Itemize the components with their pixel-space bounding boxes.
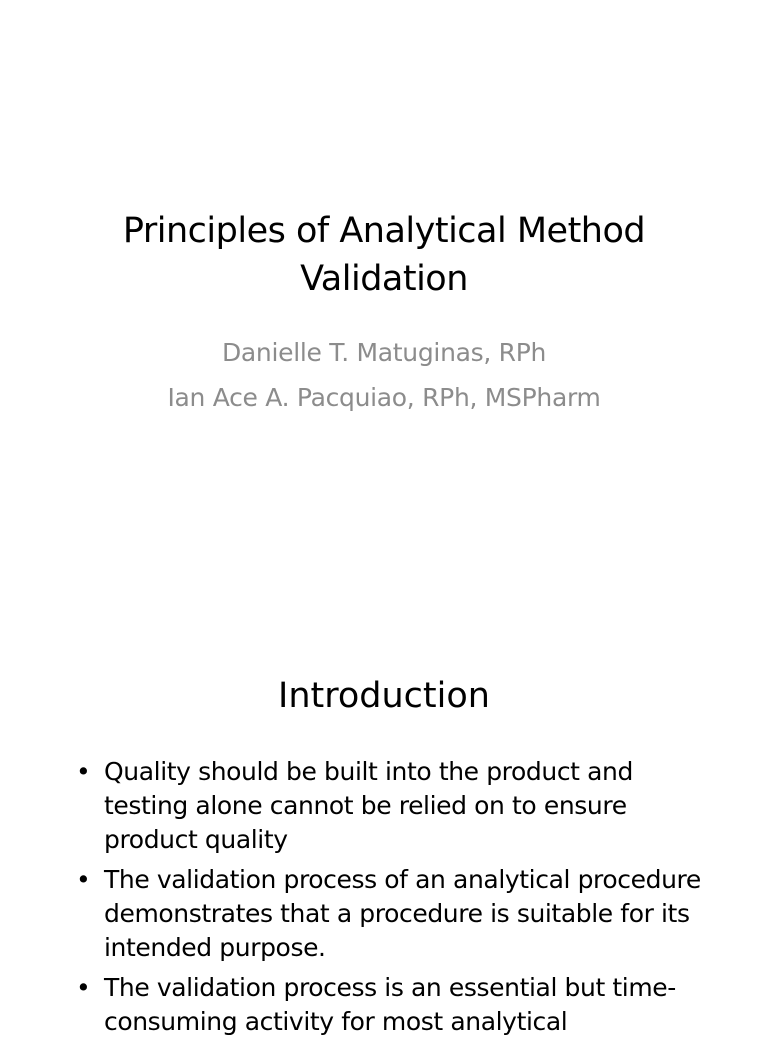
introduction-slide <box>0 640 768 1036</box>
bullet-icon: • <box>76 757 91 786</box>
bullet-list <box>76 755 706 1045</box>
title-line-2: Validation <box>300 259 468 299</box>
bullet-text: Quality should be built into the product and testing alone cannot be relied on to ensure product quality <box>104 757 633 854</box>
bullet-item <box>76 863 706 965</box>
author-1: Danielle T. Matuginas, RPh <box>221 338 547 367</box>
bullet-item <box>76 755 706 857</box>
bullet-text: The validation process is an essential but time-consuming activity for most analytical <box>104 973 676 1036</box>
author-2: Ian Ace A. Pacquiao, RPh, MSPharm <box>167 383 601 412</box>
slide-heading: Introduction <box>278 676 490 716</box>
bullet-icon: • <box>76 973 91 1002</box>
bullet-item <box>76 971 706 1039</box>
title-line-1: Principles of Analytical Method <box>122 211 646 251</box>
bullet-text: The validation process of an analytical procedure demonstrates that a procedure is suitable for its intended purpose. <box>104 865 701 962</box>
slide-title <box>70 207 698 303</box>
bullet-icon: • <box>76 865 91 894</box>
